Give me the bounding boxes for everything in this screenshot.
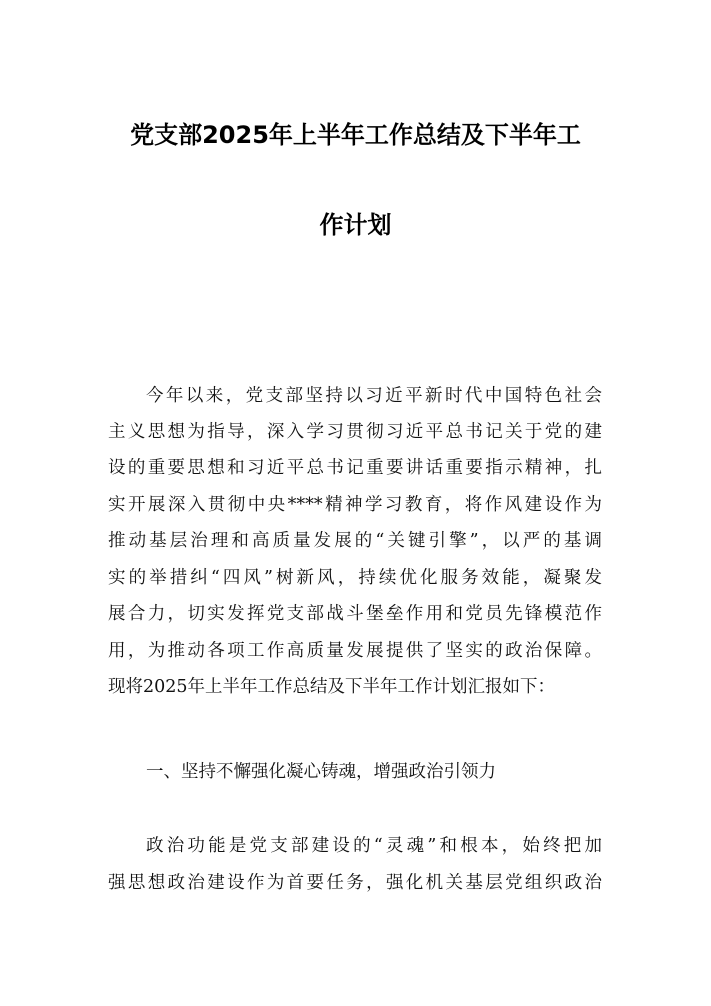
document-title-line-2: 作计划 xyxy=(319,211,392,239)
intro-paragraph-line: 推动基层治理和高质量发展的“关键引擎”，以严的基调 xyxy=(108,531,602,551)
section-heading: 一、坚持不懈强化凝心铸魂，增强政治引领力 xyxy=(146,762,496,782)
document-title-line-1: 党支部2025年上半年工作总结及下半年工 xyxy=(130,121,581,149)
intro-paragraph-line: 现将2025年上半年工作总结及下半年工作计划汇报如下： xyxy=(108,677,556,697)
intro-paragraph-line: 主义思想为指导，深入学习贯彻习近平总书记关于党的建 xyxy=(108,422,602,442)
section-paragraph-line: 政治功能是党支部建设的“灵魂”和根本，始终把加 xyxy=(146,836,602,856)
section-paragraph-line: 强思想政治建设作为首要任务，强化机关基层党组织政治 xyxy=(108,873,602,893)
intro-paragraph-line: 今年以来，党支部坚持以习近平新时代中国特色社会 xyxy=(146,386,602,406)
intro-paragraph-line: 设的重要思想和习近平总书记重要讲话重要指示精神，扎 xyxy=(108,458,602,478)
intro-paragraph-line: 实的举措纠“四风”树新风，持续优化服务效能，凝聚发 xyxy=(108,568,602,588)
intro-paragraph-line: 展合力，切实发挥党支部战斗堡垒作用和党员先锋模范作 xyxy=(108,604,602,624)
intro-paragraph-line: 用，为推动各项工作高质量发展提供了坚实的政治保障。 xyxy=(108,641,602,661)
intro-paragraph-line: 实开展深入贯彻中央****精神学习教育，将作风建设作为 xyxy=(108,495,602,515)
